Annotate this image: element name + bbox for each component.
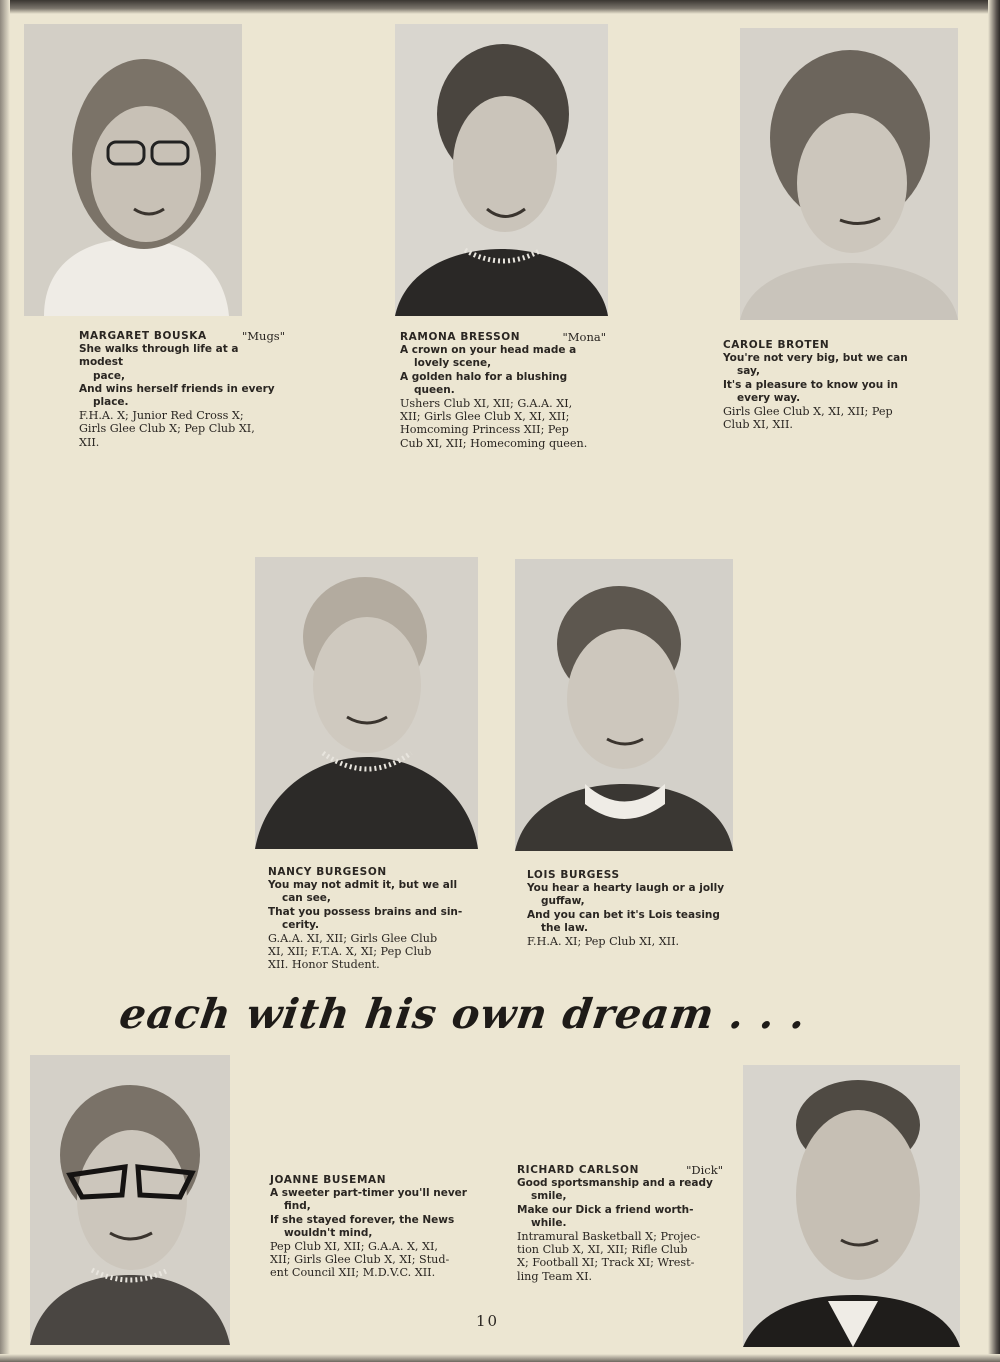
- student-entry: [517, 1164, 723, 1283]
- page-left-edge: [0, 0, 10, 1362]
- student-nickname: "Dick": [686, 1163, 723, 1177]
- page-right-edge: [988, 0, 1000, 1362]
- student-entry: [270, 1174, 476, 1280]
- portrait-photo-nancy-burgeson: [255, 557, 478, 849]
- student-activities: Ushers Club XI, XII; G.A.A. XI, XII; Girls Glee Club X, XI, XII; Homcoming Princess XII; Pep Cub XI, XII; Homecoming queen.: [400, 397, 588, 450]
- student-name-row: [270, 1174, 476, 1187]
- student-activities: Pep Club XI, XII; G.A.A. X, XI, XII; Girls Glee Club X, XI; Stud- ent Council XII; M.D.V.C. XII.: [270, 1240, 450, 1280]
- student-name-row: [723, 339, 933, 352]
- student-activities: G.A.A. XI, XII; Girls Glee Club XI, XII; F.T.A. X, XI; Pep Club XII. Honor Student.: [268, 932, 438, 972]
- student-activities: Intramural Basketball X; Projec- tion Club X, XI, XII; Rifle Club X; Football XI; Track XI; Wrest- ling Team XI.: [517, 1230, 701, 1283]
- student-verse: A sweeter part-timer you'll never find, If she stayed forever, the News wouldn't mind,: [270, 1187, 467, 1239]
- portrait-photo-lois-burgess: [515, 559, 733, 851]
- page-bottom-edge: [0, 1354, 1000, 1362]
- page-tagline: each with his own dream . . .: [116, 990, 810, 1038]
- student-name-row: [268, 866, 474, 879]
- student-verse: You're not very big, but we can say, It's a pleasure to know you in every way.: [723, 352, 908, 404]
- portrait-photo-margaret-bouska: [24, 24, 242, 316]
- student-name: RICHARD CARLSON: [517, 1164, 639, 1176]
- portrait-photo-richard-carlson: [743, 1065, 960, 1347]
- student-nickname: "Mugs": [241, 329, 285, 343]
- student-name-row: [400, 331, 606, 344]
- student-nickname: "Mona": [562, 330, 606, 344]
- student-entry: [723, 339, 933, 431]
- student-verse: You hear a hearty laugh or a jolly guffaw, And you can bet it's Lois teasing the law.: [527, 882, 725, 934]
- student-name: MARGARET BOUSKA: [79, 330, 207, 342]
- page-number: 10: [476, 1312, 500, 1330]
- student-name: CAROLE BROTEN: [723, 339, 830, 351]
- portrait-photo-joanne-buseman: [30, 1055, 230, 1345]
- student-name-row: [79, 330, 285, 343]
- student-verse: You may not admit it, but we all can see, That you possess brains and sin- cerity.: [268, 879, 463, 931]
- student-entry: [268, 866, 474, 972]
- student-entry: [79, 330, 285, 449]
- portrait-photo-carole-broten: [740, 28, 958, 320]
- student-verse: She walks through life at a modest pace, And wins herself friends in every place.: [79, 343, 275, 409]
- student-entry: [527, 869, 737, 948]
- student-activities: Girls Glee Club X, XI, XII; Pep Club XI, XII.: [723, 405, 893, 432]
- portrait-photo-ramona-bresson: [395, 24, 608, 316]
- student-entry: [400, 331, 606, 450]
- page-top-edge: [0, 0, 1000, 14]
- student-activities: F.H.A. XI; Pep Club XI, XII.: [527, 935, 680, 949]
- student-activities: F.H.A. X; Junior Red Cross X; Girls Glee Club X; Pep Club XI, XII.: [79, 409, 255, 449]
- student-name-row: [527, 869, 737, 882]
- student-name: RAMONA BRESSON: [400, 331, 521, 343]
- student-name-row: [517, 1164, 723, 1177]
- student-verse: A crown on your head made a lovely scene, A golden halo for a blushing queen.: [400, 344, 577, 396]
- student-name: JOANNE BUSEMAN: [270, 1174, 387, 1186]
- student-verse: Good sportsmanship and a ready smile, Make our Dick a friend worth- while.: [517, 1177, 713, 1229]
- student-name: LOIS BURGESS: [527, 869, 620, 881]
- student-name: NANCY BURGESON: [268, 866, 387, 878]
